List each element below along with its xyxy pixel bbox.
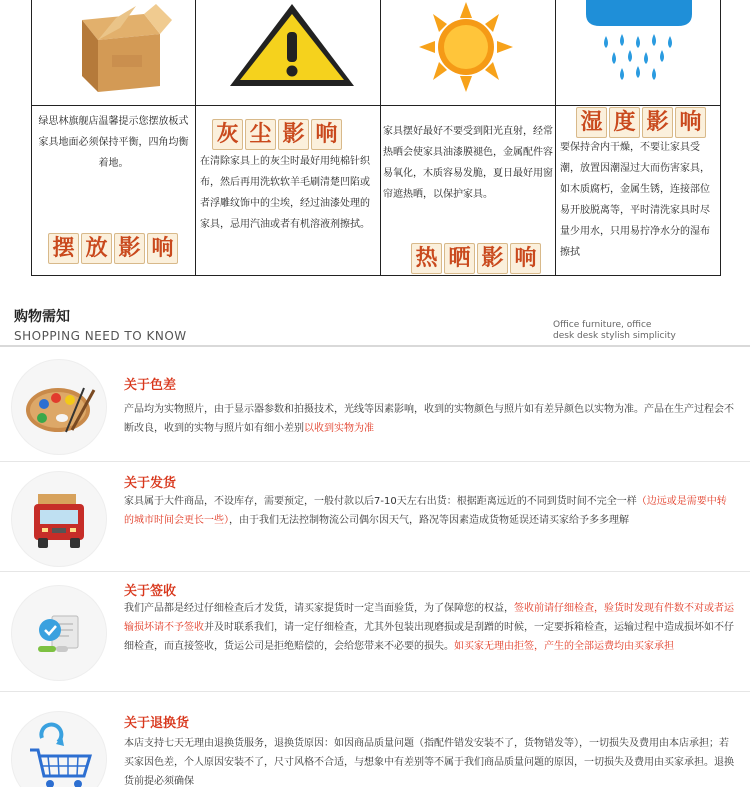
shopping-header [0,300,750,346]
shopping-subtitle: SHOPPING NEED TO KNOW [14,329,187,343]
section-icon-wrap [12,712,106,787]
badge-char: 响 [675,107,706,138]
body-highlight: 以收到实物为准 [304,423,374,434]
section-title: 关于退换货 [124,716,190,731]
badge-char: 尘 [245,119,276,150]
badge-char: 晒 [444,243,475,274]
care-text-cell [381,107,555,276]
body-text: 产品均为实物照片，由于显示器参数和拍摄技术，光线等因素影响，收到的实物颜色与照片如有差异颜色以实物为准。产品在生产过程会不断改良，收到的实物与照片如有细小差别 [124,404,734,434]
shopping-title: 购物需知 [14,309,70,325]
care-col-dust [195,0,380,276]
care-badge-placement [48,233,178,264]
section-shipping [0,462,750,572]
rain-cloud-icon [556,0,720,106]
care-text-sun: 家具摆好最好不要受到阳光直射，经常热晒会使家具油漆膜褪色，金属配件容易氧化，木质容易发脆，夏日最好用窗帘遮热晒，以保护家具。 [383,126,553,200]
section-icon-wrap [12,360,106,454]
body-text: 家具属于大件商品，不设库存，需要预定，一般付款以后7-10天左右出货：根据距离远近的不同到货时间不完全一样 [124,496,637,507]
care-text-cell [556,107,720,276]
delivery-truck-icon [12,472,106,566]
care-text-cell [196,107,380,276]
badge-char: 灰 [212,119,243,150]
section-receipt [0,572,750,692]
body-text: 我们产品都是经过仔细检查后才发货，请买家提货时一定当面验货，为了保障您的权益， [124,603,514,614]
section-body [124,400,736,438]
care-badge-dust [212,119,342,150]
care-col-placement [31,0,195,276]
grid-bottom-border [31,275,721,276]
tagline-line-1: Office furniture, office [553,320,652,330]
badge-char: 摆 [48,233,79,264]
care-icon-cell [556,0,720,106]
header-divider [0,345,750,347]
section-body: 本店支持七天无理由退换货服务，退换货原因：如因商品质量问题（指配件错发安装不了，货物错发等），一切损失及费用由本店承担；若买家因色差，个人原因安装不了，尺寸风格不合适，与想象中有差别等不属于我们商品质量问题的原因，一切损失及费用由买家承担。退换货前提必须确保 [124,738,734,787]
care-tips-grid [31,0,721,276]
badge-char: 影 [114,233,145,264]
badge-char: 度 [609,107,640,138]
badge-char: 影 [278,119,309,150]
care-icon-cell [32,0,195,106]
badge-char: 放 [81,233,112,264]
section-title: 关于发货 [124,476,177,491]
badge-char: 响 [147,233,178,264]
section-returns [0,692,750,787]
care-text-placement: 绿思林旗舰店温馨提示您摆放板式家具地面必须保持平衡，四角均衡着地。 [38,116,189,169]
care-icon-cell [381,0,555,106]
shopping-tagline [553,320,676,342]
cardboard-box-icon [32,0,195,106]
section-title: 关于色差 [124,378,177,393]
warning-sign-icon [196,0,380,106]
package-inspection-icon [12,586,106,680]
shopping-cart-icon [12,712,106,787]
paint-palette-icon [12,360,106,454]
section-icon-wrap [12,586,106,680]
section-body [124,492,736,530]
care-badge-sun [411,243,541,274]
body-highlight: 签收前请仔细检查，验货时发现有件数不对或者运输损坏请不予签收 [124,603,734,633]
tagline-line-2: desk desk stylish simplicity [553,331,676,341]
body-text: 并及时联系我们，请一定仔细检查，尤其外包装出现磨损或是刮蹭的时候，一定要拆箱检查，运输过程中造成损坏如不仔细检查，而直接签收，货运公司是拒绝赔偿的，会给您带来不必要的损失。 [124,622,734,652]
section-title: 关于签收 [124,584,177,599]
badge-char: 影 [477,243,508,274]
badge-char: 响 [311,119,342,150]
section-body [124,599,736,656]
badge-char: 影 [642,107,673,138]
care-col-humidity [555,0,721,276]
care-col-sun [380,0,555,276]
badge-char: 湿 [576,107,607,138]
body-text: ，由于我们无法控制物流公司偶尔因天气，路况等因素造成货物延误还请买家给予多多理解 [229,515,629,526]
care-text-cell [32,107,195,276]
sun-icon [381,0,555,106]
care-text-dust: 在清除家具上的灰尘时最好用纯棉针织布，然后再用洗软软羊毛刷清楚凹陷或者浮雕纹饰中的尘埃，经过油漆处理的家具，忌用汽油或者有机溶液剂擦拭。 [200,156,370,230]
body-highlight: （边远或是需要中转的城市时间会更长一些） [124,496,727,526]
care-icon-cell [196,0,380,106]
care-badge-humidity [576,107,706,138]
section-icon-wrap [12,472,106,566]
care-text-humidity: 要保持舍内干燥，不要让家具受潮，放置因潮湿过大而伤害家具，如木质腐朽，金属生锈，连接部位易开胶脱离等，平时清洗家具时尽量少用水，只用易拧净水分的湿布擦拭 [560,142,710,258]
badge-char: 响 [510,243,541,274]
body-highlight: 如买家无理由拒签，产生的全部运费均由买家承担 [454,641,674,652]
badge-char: 热 [411,243,442,274]
section-color-difference [0,350,750,462]
